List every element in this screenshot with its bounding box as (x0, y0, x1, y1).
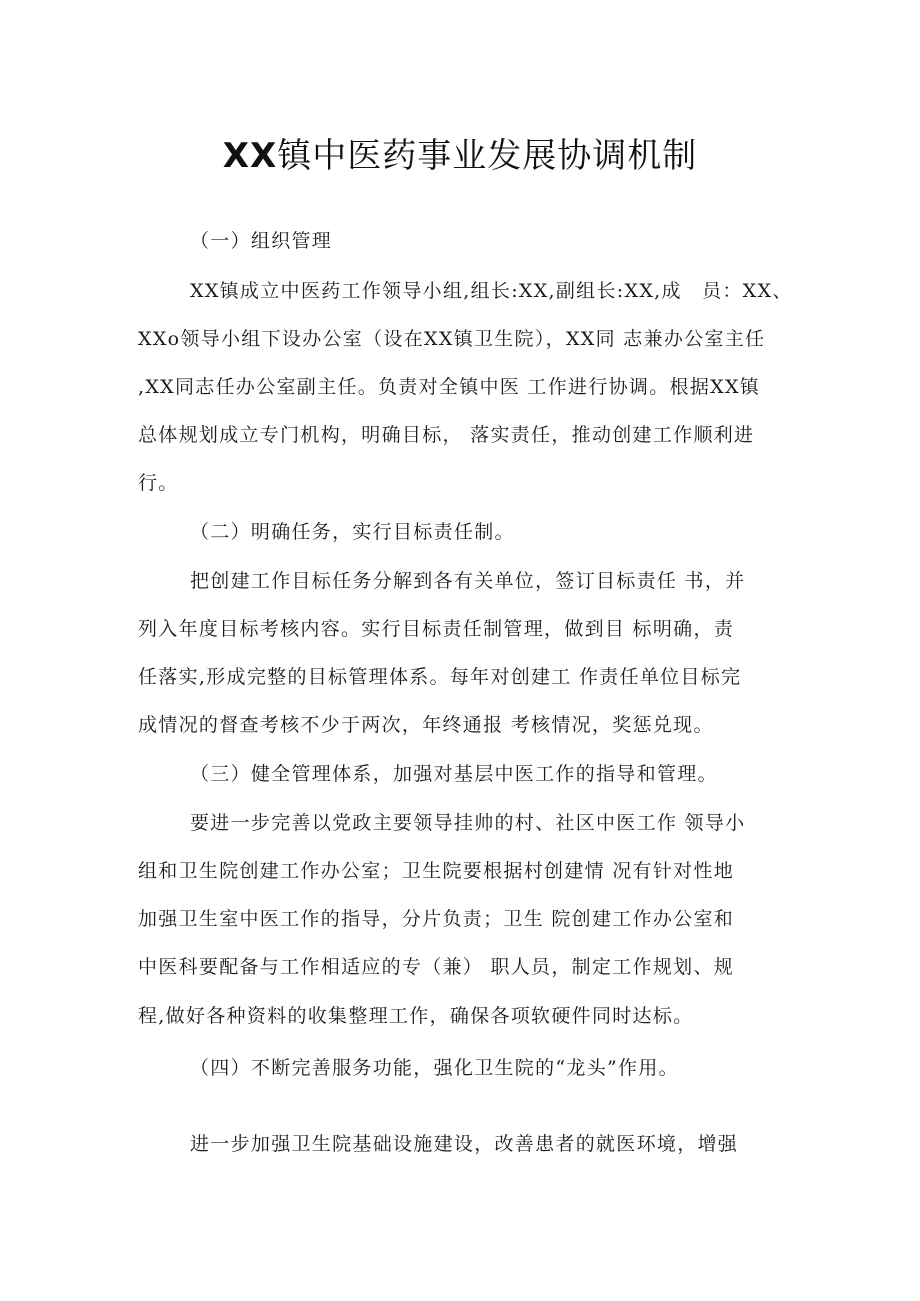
title-latin-part: XX (222, 136, 278, 176)
paragraph-2-line-3: 任落实,形成完整的目标管理体系。每年对创建工 作责任单位目标完 (138, 666, 742, 688)
section-heading-4: （四）不断完善服务功能，强化卫生院的“龙头”作用。 (190, 1057, 679, 1079)
section-heading-3: （三）健全管理体系，加强对基层中医工作的指导和管理。 (190, 763, 718, 785)
paragraph-2-line-4: 成情况的督查考核不少于两次，年终通报 考核情况，奖惩兑现。 (138, 714, 714, 736)
paragraph-4-line-1: 进一步加强卫生院基础设施建设，改善患者的就医环境，增强 (190, 1133, 739, 1155)
paragraph-2-line-1: 把创建工作目标任务分解到各有关单位，签订目标责任 书，并 (190, 570, 746, 592)
paragraph-1-line-2: XXo领导小组下设办公室（设在XX镇卫生院），XX同 志兼办公室主任 (138, 328, 766, 350)
title-chinese-part: 镇中医药事业发展协调机制 (277, 136, 698, 176)
document-title (0, 128, 920, 177)
paragraph-3-line-4: 中医科要配备与工作相适应的专（兼） 职人员，制定工作规划、规 (138, 956, 735, 978)
paragraph-3-line-2: 组和卫生院创建工作办公室；卫生院要根据村创建情 况有针对性地 (138, 860, 735, 882)
section-heading-2: （二）明确任务，实行目标责任制。 (190, 521, 515, 543)
paragraph-3-line-5: 程,做好各种资料的收集整理工作，确保各项软硬件同时达标。 (138, 1005, 694, 1027)
paragraph-1-line-1: XX镇成立中医药工作领导小组,组长:XX,副组长:XX,成 员：XX、 (190, 280, 793, 302)
paragraph-1-line-3: ,XX同志任办公室副主任。负责对全镇中医 工作进行协调。根据XX镇 (138, 376, 761, 398)
paragraph-3-line-1: 要进一步完善以党政主要领导挂帅的村、社区中医工作 领导小 (190, 812, 746, 834)
paragraph-2-line-2: 列入年度目标考核内容。实行目标责任制管理，做到目 标明确，责 (138, 618, 735, 640)
paragraph-3-line-3: 加强卫生室中医工作的指导，分片负责；卫生 院创建工作办公室和 (138, 908, 735, 930)
section-heading-1: （一）组织管理 (190, 230, 333, 252)
paragraph-1-line-4: 总体规划成立专门机构，明确目标， 落实责任，推动创建工作顺利进 (138, 424, 755, 446)
paragraph-1-line-5: 行。 (138, 472, 179, 494)
